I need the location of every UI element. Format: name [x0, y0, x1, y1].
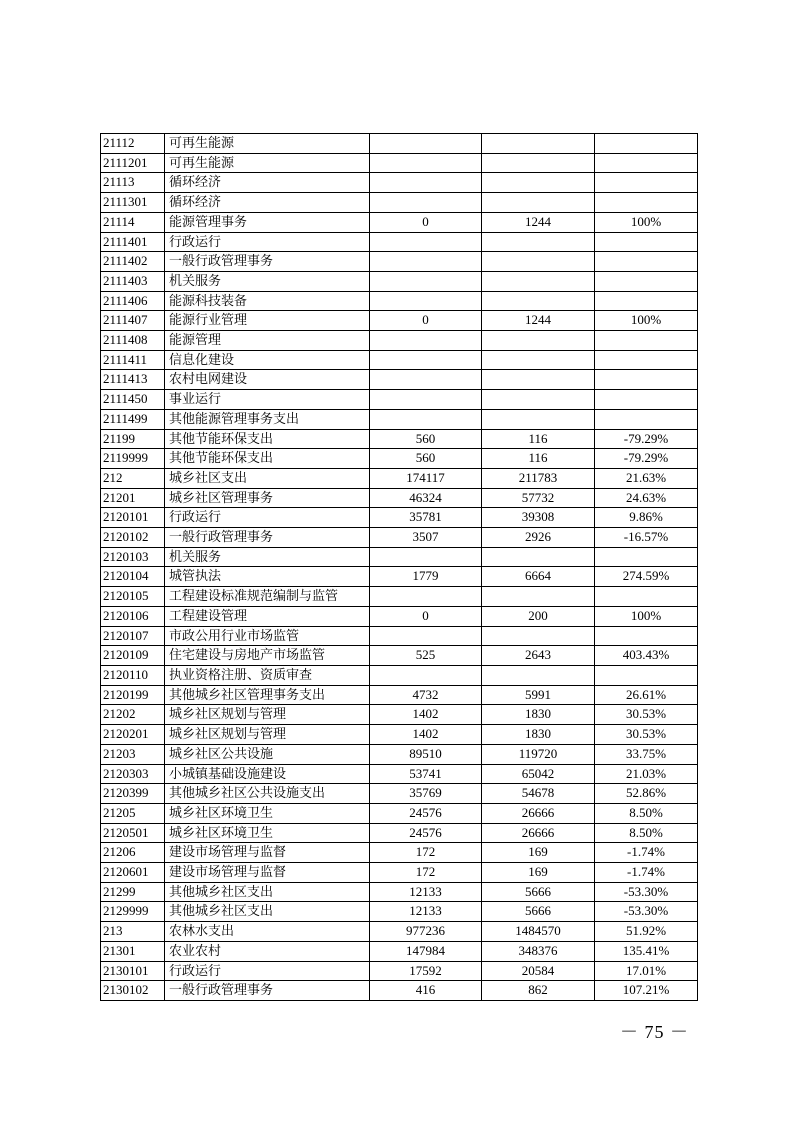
growth-rate-cell [595, 626, 698, 646]
table-row [101, 311, 698, 331]
current-year-amount-cell [482, 390, 595, 410]
growth-rate-cell: 274.59% [595, 567, 698, 587]
subject-name-cell: 其他能源管理事务支出 [165, 409, 370, 429]
current-year-amount-cell: 65042 [482, 764, 595, 784]
prior-year-amount-cell: 560 [370, 429, 482, 449]
prior-year-amount-cell: 53741 [370, 764, 482, 784]
prior-year-amount-cell: 24576 [370, 803, 482, 823]
subject-name-cell: 工程建设标准规范编制与监管 [165, 587, 370, 607]
table-row [101, 528, 698, 548]
current-year-amount-cell: 26666 [482, 823, 595, 843]
table-row [101, 961, 698, 981]
current-year-amount-cell: 1830 [482, 725, 595, 745]
table-row [101, 153, 698, 173]
growth-rate-cell [595, 350, 698, 370]
growth-rate-cell [595, 153, 698, 173]
current-year-amount-cell [482, 331, 595, 351]
growth-rate-cell: 100% [595, 212, 698, 232]
current-year-amount-cell: 116 [482, 449, 595, 469]
growth-rate-cell [595, 665, 698, 685]
growth-rate-cell: -1.74% [595, 843, 698, 863]
table-row [101, 331, 698, 351]
growth-rate-cell: 100% [595, 311, 698, 331]
subject-code-cell: 2120501 [101, 823, 165, 843]
table-row [101, 449, 698, 469]
subject-name-cell: 能源科技装备 [165, 291, 370, 311]
subject-name-cell: 机关服务 [165, 547, 370, 567]
subject-code-cell: 21201 [101, 488, 165, 508]
current-year-amount-cell: 5666 [482, 882, 595, 902]
growth-rate-cell: 30.53% [595, 725, 698, 745]
table-row [101, 646, 698, 666]
prior-year-amount-cell: 35781 [370, 508, 482, 528]
growth-rate-cell [595, 291, 698, 311]
subject-name-cell: 农林水支出 [165, 922, 370, 942]
table-row [101, 725, 698, 745]
table-row [101, 134, 698, 154]
subject-code-cell: 212 [101, 468, 165, 488]
current-year-amount-cell [482, 409, 595, 429]
page-number: － 75 － [620, 1022, 689, 1042]
subject-name-cell: 其他城乡社区支出 [165, 882, 370, 902]
current-year-amount-cell: 169 [482, 863, 595, 883]
subject-name-cell: 建设市场管理与监督 [165, 863, 370, 883]
table-row [101, 409, 698, 429]
prior-year-amount-cell: 147984 [370, 941, 482, 961]
table-row [101, 212, 698, 232]
subject-code-cell: 2120104 [101, 567, 165, 587]
subject-name-cell: 执业资格注册、资质审查 [165, 665, 370, 685]
prior-year-amount-cell: 0 [370, 212, 482, 232]
growth-rate-cell: 100% [595, 606, 698, 626]
subject-name-cell: 城乡社区规划与管理 [165, 725, 370, 745]
current-year-amount-cell: 200 [482, 606, 595, 626]
subject-name-cell: 信息化建设 [165, 350, 370, 370]
budget-table [100, 133, 698, 1001]
table-row [101, 823, 698, 843]
growth-rate-cell: 51.92% [595, 922, 698, 942]
growth-rate-cell: 8.50% [595, 823, 698, 843]
subject-code-cell: 21205 [101, 803, 165, 823]
prior-year-amount-cell [370, 390, 482, 410]
prior-year-amount-cell [370, 134, 482, 154]
subject-code-cell: 2120101 [101, 508, 165, 528]
subject-code-cell: 2111201 [101, 153, 165, 173]
prior-year-amount-cell: 0 [370, 311, 482, 331]
current-year-amount-cell [482, 173, 595, 193]
table-row [101, 685, 698, 705]
current-year-amount-cell: 54678 [482, 784, 595, 804]
prior-year-amount-cell [370, 153, 482, 173]
table-row [101, 429, 698, 449]
growth-rate-cell: 21.63% [595, 468, 698, 488]
subject-code-cell: 2120601 [101, 863, 165, 883]
prior-year-amount-cell [370, 370, 482, 390]
subject-code-cell: 2111413 [101, 370, 165, 390]
prior-year-amount-cell: 12133 [370, 902, 482, 922]
subject-name-cell: 事业运行 [165, 390, 370, 410]
growth-rate-cell: -1.74% [595, 863, 698, 883]
current-year-amount-cell: 2926 [482, 528, 595, 548]
subject-name-cell: 循环经济 [165, 193, 370, 213]
table-row [101, 606, 698, 626]
growth-rate-cell: 52.86% [595, 784, 698, 804]
prior-year-amount-cell: 46324 [370, 488, 482, 508]
prior-year-amount-cell: 17592 [370, 961, 482, 981]
prior-year-amount-cell: 4732 [370, 685, 482, 705]
prior-year-amount-cell: 24576 [370, 823, 482, 843]
subject-code-cell: 2119999 [101, 449, 165, 469]
subject-name-cell: 农业农村 [165, 941, 370, 961]
growth-rate-cell [595, 547, 698, 567]
growth-rate-cell [595, 370, 698, 390]
growth-rate-cell [595, 409, 698, 429]
growth-rate-cell [595, 252, 698, 272]
table-row [101, 882, 698, 902]
subject-code-cell: 21112 [101, 134, 165, 154]
subject-name-cell: 行政运行 [165, 961, 370, 981]
growth-rate-cell: 26.61% [595, 685, 698, 705]
table-row [101, 232, 698, 252]
subject-name-cell: 其他节能环保支出 [165, 449, 370, 469]
growth-rate-cell: 33.75% [595, 744, 698, 764]
table-row [101, 508, 698, 528]
subject-name-cell: 可再生能源 [165, 153, 370, 173]
growth-rate-cell: 9.86% [595, 508, 698, 528]
growth-rate-cell [595, 193, 698, 213]
prior-year-amount-cell: 174117 [370, 468, 482, 488]
subject-code-cell: 2111499 [101, 409, 165, 429]
current-year-amount-cell [482, 665, 595, 685]
subject-code-cell: 21299 [101, 882, 165, 902]
subject-name-cell: 城乡社区环境卫生 [165, 803, 370, 823]
growth-rate-cell [595, 390, 698, 410]
growth-rate-cell: 21.03% [595, 764, 698, 784]
subject-code-cell: 2111402 [101, 252, 165, 272]
subject-name-cell: 一般行政管理事务 [165, 981, 370, 1001]
prior-year-amount-cell: 172 [370, 843, 482, 863]
table-body [101, 134, 698, 1001]
subject-name-cell: 一般行政管理事务 [165, 252, 370, 272]
prior-year-amount-cell [370, 350, 482, 370]
subject-code-cell: 2120105 [101, 587, 165, 607]
subject-code-cell: 21202 [101, 705, 165, 725]
subject-name-cell: 其他城乡社区管理事务支出 [165, 685, 370, 705]
subject-name-cell: 机关服务 [165, 271, 370, 291]
subject-name-cell: 建设市场管理与监督 [165, 843, 370, 863]
table-row [101, 567, 698, 587]
subject-name-cell: 城乡社区支出 [165, 468, 370, 488]
subject-name-cell: 城乡社区规划与管理 [165, 705, 370, 725]
prior-year-amount-cell: 416 [370, 981, 482, 1001]
subject-code-cell: 2120303 [101, 764, 165, 784]
current-year-amount-cell: 211783 [482, 468, 595, 488]
growth-rate-cell [595, 232, 698, 252]
table-row [101, 981, 698, 1001]
subject-name-cell: 城管执法 [165, 567, 370, 587]
subject-name-cell: 其他城乡社区支出 [165, 902, 370, 922]
current-year-amount-cell [482, 547, 595, 567]
prior-year-amount-cell [370, 291, 482, 311]
prior-year-amount-cell: 525 [370, 646, 482, 666]
prior-year-amount-cell [370, 173, 482, 193]
growth-rate-cell: 24.63% [595, 488, 698, 508]
table-row [101, 665, 698, 685]
subject-name-cell: 城乡社区管理事务 [165, 488, 370, 508]
subject-code-cell: 21114 [101, 212, 165, 232]
current-year-amount-cell: 20584 [482, 961, 595, 981]
subject-name-cell: 能源行业管理 [165, 311, 370, 331]
table-row [101, 488, 698, 508]
table-row [101, 468, 698, 488]
current-year-amount-cell: 348376 [482, 941, 595, 961]
prior-year-amount-cell [370, 665, 482, 685]
prior-year-amount-cell: 1402 [370, 725, 482, 745]
table-row [101, 350, 698, 370]
current-year-amount-cell [482, 271, 595, 291]
table-row [101, 941, 698, 961]
growth-rate-cell: -79.29% [595, 429, 698, 449]
growth-rate-cell: 30.53% [595, 705, 698, 725]
current-year-amount-cell: 6664 [482, 567, 595, 587]
subject-name-cell: 其他节能环保支出 [165, 429, 370, 449]
current-year-amount-cell [482, 370, 595, 390]
table-row [101, 173, 698, 193]
current-year-amount-cell [482, 134, 595, 154]
subject-code-cell: 2111406 [101, 291, 165, 311]
growth-rate-cell: 107.21% [595, 981, 698, 1001]
table-row [101, 803, 698, 823]
table-row [101, 764, 698, 784]
current-year-amount-cell: 57732 [482, 488, 595, 508]
subject-code-cell: 2111401 [101, 232, 165, 252]
subject-code-cell: 2120106 [101, 606, 165, 626]
subject-code-cell: 2111301 [101, 193, 165, 213]
subject-code-cell: 2120109 [101, 646, 165, 666]
prior-year-amount-cell [370, 409, 482, 429]
current-year-amount-cell [482, 587, 595, 607]
subject-name-cell: 农村电网建设 [165, 370, 370, 390]
subject-code-cell: 2111411 [101, 350, 165, 370]
current-year-amount-cell [482, 291, 595, 311]
current-year-amount-cell [482, 193, 595, 213]
table-row [101, 705, 698, 725]
growth-rate-cell: -53.30% [595, 882, 698, 902]
prior-year-amount-cell: 35769 [370, 784, 482, 804]
subject-code-cell: 2111403 [101, 271, 165, 291]
prior-year-amount-cell: 977236 [370, 922, 482, 942]
prior-year-amount-cell [370, 232, 482, 252]
current-year-amount-cell: 26666 [482, 803, 595, 823]
growth-rate-cell [595, 134, 698, 154]
current-year-amount-cell [482, 232, 595, 252]
subject-code-cell: 21199 [101, 429, 165, 449]
subject-code-cell: 2120399 [101, 784, 165, 804]
subject-name-cell: 城乡社区公共设施 [165, 744, 370, 764]
table-row [101, 193, 698, 213]
subject-code-cell: 2120102 [101, 528, 165, 548]
growth-rate-cell: 403.43% [595, 646, 698, 666]
current-year-amount-cell: 1244 [482, 212, 595, 232]
prior-year-amount-cell: 172 [370, 863, 482, 883]
growth-rate-cell: -16.57% [595, 528, 698, 548]
subject-name-cell: 小城镇基础设施建设 [165, 764, 370, 784]
subject-code-cell: 2129999 [101, 902, 165, 922]
table-row [101, 863, 698, 883]
current-year-amount-cell: 1830 [482, 705, 595, 725]
prior-year-amount-cell [370, 587, 482, 607]
table-row [101, 922, 698, 942]
table-row [101, 843, 698, 863]
prior-year-amount-cell: 1779 [370, 567, 482, 587]
table-row [101, 390, 698, 410]
growth-rate-cell [595, 331, 698, 351]
subject-code-cell: 2120107 [101, 626, 165, 646]
subject-code-cell: 2120110 [101, 665, 165, 685]
table-row [101, 252, 698, 272]
current-year-amount-cell: 116 [482, 429, 595, 449]
table-row [101, 744, 698, 764]
table-row [101, 291, 698, 311]
current-year-amount-cell: 862 [482, 981, 595, 1001]
subject-name-cell: 能源管理 [165, 331, 370, 351]
subject-code-cell: 2111407 [101, 311, 165, 331]
current-year-amount-cell: 5666 [482, 902, 595, 922]
prior-year-amount-cell [370, 626, 482, 646]
current-year-amount-cell: 2643 [482, 646, 595, 666]
prior-year-amount-cell: 0 [370, 606, 482, 626]
subject-code-cell: 21203 [101, 744, 165, 764]
current-year-amount-cell: 1484570 [482, 922, 595, 942]
subject-name-cell: 循环经济 [165, 173, 370, 193]
prior-year-amount-cell: 1402 [370, 705, 482, 725]
subject-code-cell: 2120201 [101, 725, 165, 745]
current-year-amount-cell: 39308 [482, 508, 595, 528]
growth-rate-cell: 8.50% [595, 803, 698, 823]
subject-code-cell: 2130101 [101, 961, 165, 981]
subject-name-cell: 市政公用行业市场监管 [165, 626, 370, 646]
subject-name-cell: 城乡社区环境卫生 [165, 823, 370, 843]
current-year-amount-cell [482, 252, 595, 272]
subject-name-cell: 住宅建设与房地产市场监管 [165, 646, 370, 666]
subject-name-cell: 可再生能源 [165, 134, 370, 154]
prior-year-amount-cell [370, 331, 482, 351]
table-row [101, 587, 698, 607]
subject-code-cell: 213 [101, 922, 165, 942]
subject-name-cell: 能源管理事务 [165, 212, 370, 232]
subject-name-cell: 其他城乡社区公共设施支出 [165, 784, 370, 804]
current-year-amount-cell: 5991 [482, 685, 595, 705]
subject-code-cell: 2111408 [101, 331, 165, 351]
table-row [101, 547, 698, 567]
prior-year-amount-cell [370, 193, 482, 213]
growth-rate-cell [595, 587, 698, 607]
subject-name-cell: 行政运行 [165, 508, 370, 528]
table-row [101, 784, 698, 804]
subject-code-cell: 21113 [101, 173, 165, 193]
subject-name-cell: 行政运行 [165, 232, 370, 252]
prior-year-amount-cell: 12133 [370, 882, 482, 902]
prior-year-amount-cell [370, 271, 482, 291]
growth-rate-cell: -79.29% [595, 449, 698, 469]
table-row [101, 271, 698, 291]
table-row [101, 626, 698, 646]
table-row [101, 902, 698, 922]
subject-code-cell: 21301 [101, 941, 165, 961]
current-year-amount-cell [482, 153, 595, 173]
table-row [101, 370, 698, 390]
prior-year-amount-cell [370, 252, 482, 272]
subject-code-cell: 21206 [101, 843, 165, 863]
subject-code-cell: 2130102 [101, 981, 165, 1001]
subject-name-cell: 工程建设管理 [165, 606, 370, 626]
subject-code-cell: 2111450 [101, 390, 165, 410]
growth-rate-cell: 17.01% [595, 961, 698, 981]
current-year-amount-cell: 1244 [482, 311, 595, 331]
current-year-amount-cell [482, 626, 595, 646]
prior-year-amount-cell: 560 [370, 449, 482, 469]
subject-code-cell: 2120103 [101, 547, 165, 567]
subject-code-cell: 2120199 [101, 685, 165, 705]
subject-name-cell: 一般行政管理事务 [165, 528, 370, 548]
current-year-amount-cell: 119720 [482, 744, 595, 764]
prior-year-amount-cell: 89510 [370, 744, 482, 764]
growth-rate-cell: -53.30% [595, 902, 698, 922]
growth-rate-cell: 135.41% [595, 941, 698, 961]
growth-rate-cell [595, 271, 698, 291]
prior-year-amount-cell [370, 547, 482, 567]
growth-rate-cell [595, 173, 698, 193]
current-year-amount-cell: 169 [482, 843, 595, 863]
current-year-amount-cell [482, 350, 595, 370]
prior-year-amount-cell: 3507 [370, 528, 482, 548]
